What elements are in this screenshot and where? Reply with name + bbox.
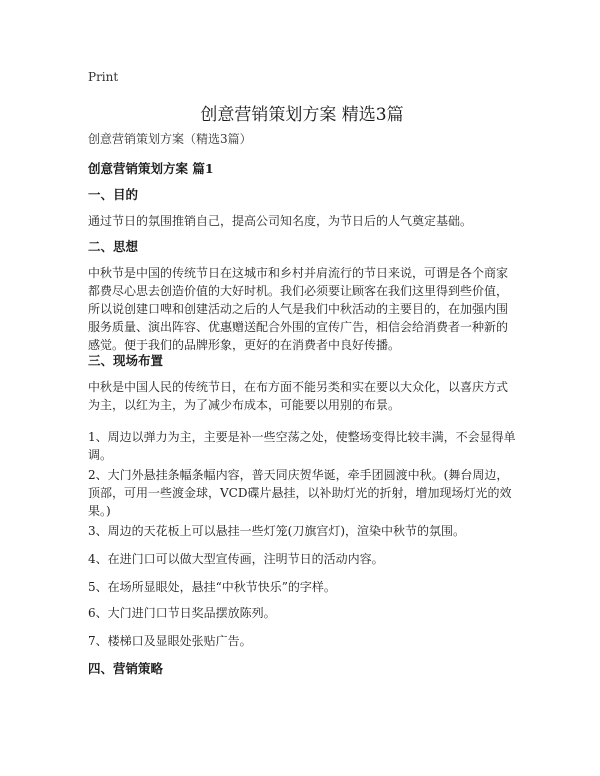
layout-intro-paragraph: 中秋是中国人民的传统节日，在布方面不能另类和实在要以大众化，以喜庆方式为主，以红为主，为了减少布成本，可能要以用别的布景。 xyxy=(88,380,509,412)
section-heading-strategy: 四、营销策略 xyxy=(88,661,164,676)
section-heading-goal: 一、目的 xyxy=(88,187,139,202)
list-item: 3、周边的天花板上可以悬挂一些灯笼(刀旗宫灯)，渲染中秋节的氛围。 xyxy=(88,524,466,538)
list-item: 2、大门外悬挂条幅条幅内容，普天同庆贺华诞，牵手团圆渡中秋。(舞台周边，顶部，可用一些渡金球，VCD碟片悬挂，以补助灯光的折射，增加现场灯光的效果。) xyxy=(88,468,512,518)
document-title: 创意营销策划方案 精选3篇 xyxy=(200,105,404,125)
goal-paragraph: 通过节日的氛围推销自己，提高公司知名度，为节日后的人气奠定基础。 xyxy=(88,214,473,228)
idea-paragraph: 中秋节是中国的传统节日在这城市和乡村并肩流行的节日来说，可谓是各个商家都费尽心思去创造价值的大好时机。我们必须要让顾客在我们这里得到些价值，所以说创建口啤和创建活动之后的人气是我们中秋活动的主要目的，在加强内围服务质量、演出阵容、优惠赠送配合外围的宣传广告，相信会给消费者一种新的感觉。便于我们的品牌形象，更好的在消费者中良好传播。 xyxy=(88,266,509,352)
list-item: 6、大门进门口节日奖品摆放陈列。 xyxy=(88,606,276,620)
list-item: 7、楼梯口及显眼处张贴广告。 xyxy=(88,634,252,648)
part-heading: 创意营销策划方案 篇1 xyxy=(88,161,214,176)
document-subtitle: 创意营销策划方案（精选3篇） xyxy=(88,132,252,146)
list-item: 5、在场所显眼处，悬挂“中秋节快乐”的字样。 xyxy=(88,580,336,594)
section-heading-layout: 三、现场布置 xyxy=(88,353,164,368)
section-heading-idea: 二、思想 xyxy=(88,239,139,254)
list-item: 1、周边以弹力为主，主要是补一些空荡之处，使整场变得比较丰满，不会显得单调。 xyxy=(88,430,516,462)
list-item: 4、在进门口可以做大型宣传画，注明节日的活动内容。 xyxy=(88,552,384,566)
print-link[interactable]: Print xyxy=(88,70,119,84)
